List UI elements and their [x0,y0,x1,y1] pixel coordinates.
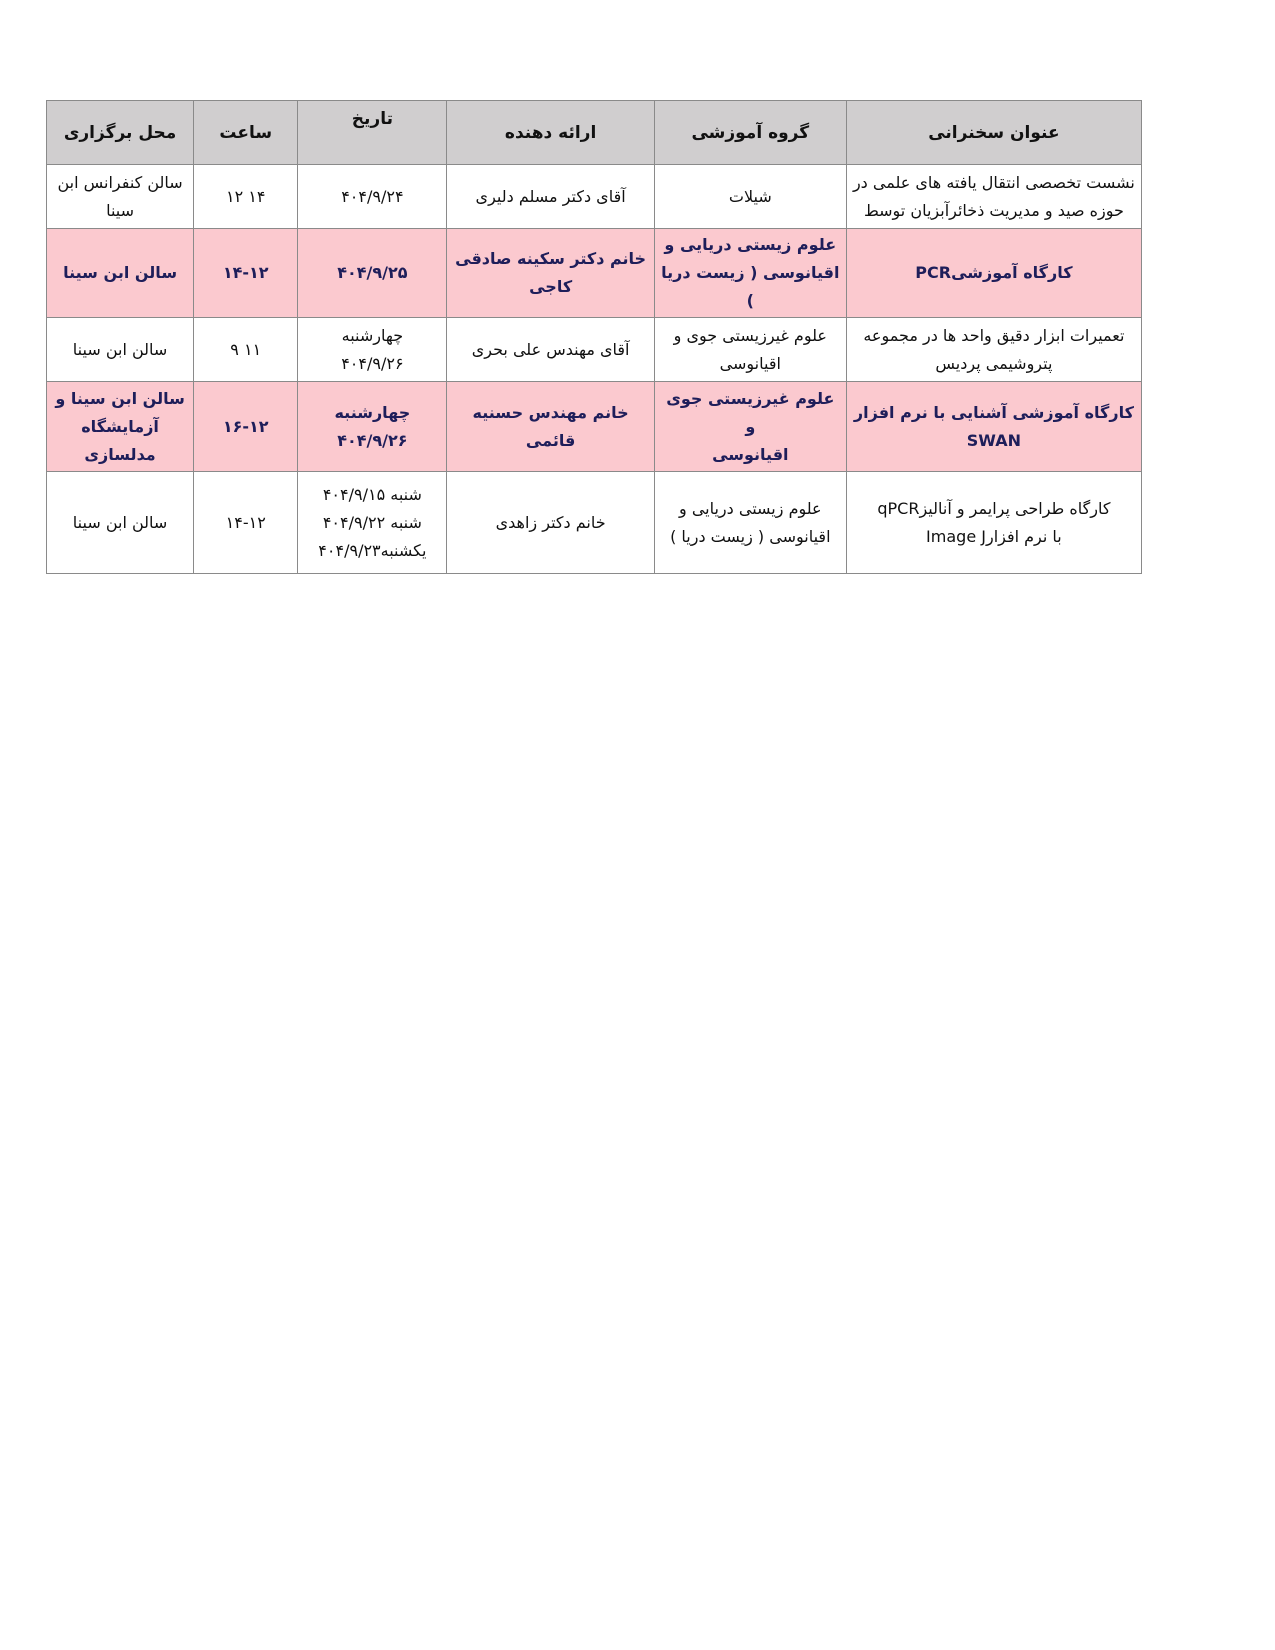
cell-venue [47,318,194,382]
table-row [47,382,1142,472]
header-presenter: ارائه دهنده [447,101,654,165]
cell-line: سینا [106,200,135,220]
cell-presenter [447,318,654,382]
cell-title [846,229,1141,318]
cell-line: آقای مهندس علی بحری [471,339,630,359]
cell-line: آقای دکتر مسلم دلیری [475,186,626,206]
cell-line: ۴۰۴/۹/۲۶ [337,430,408,450]
cell-line: پتروشیمی پردیس [935,353,1053,373]
cell-time [194,165,298,229]
cell-date [298,472,447,574]
cell-time [194,318,298,382]
cell-line: مدلسازی [84,444,156,464]
cell-presenter [447,382,654,472]
table-row [47,165,1142,229]
cell-line: سالن ابن سینا [63,263,178,282]
cell-group [654,229,846,318]
cell-title [846,318,1141,382]
cell-line: ۱۴-۱۲ [222,263,269,282]
cell-time [194,382,298,472]
cell-title [846,382,1141,472]
cell-line: کاجی [529,277,573,296]
cell-group [654,472,846,574]
cell-line: علوم غیرزیستی جوی و [673,325,827,345]
cell-line: کارگاه طراحی پرایمر و آنالیزqPCR [877,498,1111,518]
cell-line: با نرم افزارImage J [926,526,1062,546]
cell-line: خانم دکتر زاهدی [495,512,606,532]
header-venue: محل برگزاری [47,101,194,165]
header-time: ساعت [194,101,298,165]
schedule-table [46,100,1142,574]
table-row [47,472,1142,574]
cell-line: یکشنبه۴۰۴/۹/۲۳ [318,540,427,560]
cell-venue [47,229,194,318]
table-header [47,101,1142,165]
cell-line: سالن کنفرانس ابن [57,172,183,192]
cell-line: خانم دکتر سکینه صادقی [455,249,647,268]
header-row [47,101,1142,165]
cell-line: ۴۰۴/۹/۲۵ [337,263,408,282]
cell-line: شنبه ۴۰۴/۹/۲۲ [322,512,422,532]
cell-line: ۱۱ ۹ [230,339,262,359]
cell-date [298,165,447,229]
table-row [47,229,1142,318]
cell-presenter [447,165,654,229]
cell-line: حوزه صید و مدیریت ذخائرآبزیان توسط [863,200,1124,220]
cell-line: چهارشنبه [341,325,404,345]
cell-line: تعمیرات ابزار دقیق واحد ها در مجموعه [863,325,1125,345]
cell-line: علوم زیستی دریایی و [664,235,837,254]
cell-group [654,318,846,382]
table-body [47,165,1142,574]
cell-line: علوم غیرزیستی جوی و [666,388,835,436]
table-row [47,318,1142,382]
cell-line: ۱۴-۱۲ [225,512,266,532]
cell-line: شنبه ۴۰۴/۹/۱۵ [322,484,422,504]
header-title: عنوان سخنرانی [846,101,1141,165]
cell-time [194,229,298,318]
cell-line: اقیانوسی ( زیست دریا ) [670,526,831,546]
cell-line: اقیانوسی [719,353,781,373]
cell-presenter [447,229,654,318]
cell-line: آزمایشگاه [81,416,159,436]
cell-title [846,165,1141,229]
cell-line: ۴۰۴/۹/۲۴ [341,186,404,206]
cell-line: اقیانوسی [712,444,789,464]
cell-line: شیلات [728,186,772,206]
cell-date [298,229,447,318]
cell-line: چهارشنبه [334,402,411,422]
cell-line: سالن ابن سینا و [55,388,185,408]
cell-time [194,472,298,574]
cell-line: سالن ابن سینا [72,339,168,359]
cell-line: ۱۴ ۱۲ [225,186,266,206]
cell-date [298,318,447,382]
cell-line: کارگاه آموزشیPCR [915,263,1073,282]
cell-title [846,472,1141,574]
cell-line: سالن ابن سینا [72,512,168,532]
cell-line: کارگاه آموزشی آشنایی با نرم افزار [853,402,1134,422]
cell-line: ۱۶-۱۲ [222,416,269,436]
cell-presenter [447,472,654,574]
cell-line: علوم زیستی دریایی و [679,498,822,518]
header-group: گروه آموزشی [654,101,846,165]
cell-group [654,165,846,229]
header-date: تاریخ [298,101,447,165]
cell-line: SWAN [966,430,1022,450]
cell-line: اقیانوسی ( زیست دریا ) [661,263,840,310]
cell-line: نشست تخصصی انتقال یافته های علمی در [852,172,1135,192]
cell-venue [47,472,194,574]
cell-line: خانم مهندس حسنیه قائمی [472,402,629,450]
cell-venue [47,165,194,229]
cell-date [298,382,447,472]
cell-group [654,382,846,472]
cell-line: ۴۰۴/۹/۲۶ [341,353,404,373]
cell-venue [47,382,194,472]
